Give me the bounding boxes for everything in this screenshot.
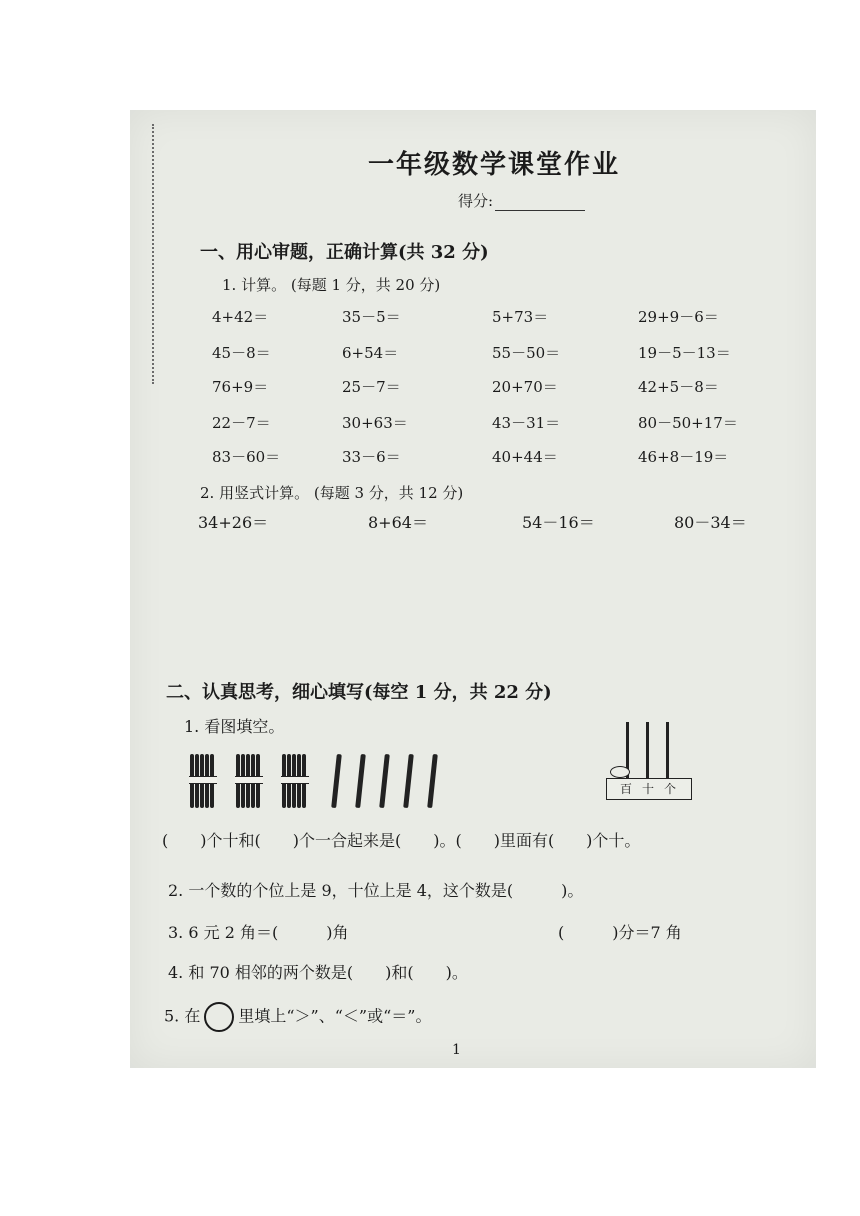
stick-bundle bbox=[282, 754, 308, 808]
circle-icon bbox=[204, 1002, 234, 1032]
abacus-rod-tens bbox=[646, 722, 649, 780]
calc-item: 30+63＝ bbox=[342, 414, 408, 432]
calc-item: 4+42＝ bbox=[212, 308, 269, 326]
single-stick bbox=[403, 754, 414, 808]
calc-item: 19－5－13＝ bbox=[638, 344, 731, 362]
vertical-calc-3: 54－16＝ bbox=[522, 513, 595, 532]
calc-item: 6+54＝ bbox=[342, 344, 399, 362]
worksheet-title: 一年级数学课堂作业 bbox=[368, 150, 621, 180]
single-stick bbox=[379, 754, 390, 808]
score-label: 得分: bbox=[458, 192, 494, 210]
q3-text-b: ( )分＝7 角 bbox=[558, 923, 682, 942]
vertical-calc-2: 8+64＝ bbox=[368, 513, 428, 532]
abacus-label-hundreds: 百 bbox=[620, 782, 633, 796]
calc-item: 25－7＝ bbox=[342, 378, 401, 396]
single-stick bbox=[355, 754, 366, 808]
score-field bbox=[458, 190, 585, 211]
calc-item: 35－5＝ bbox=[342, 308, 401, 326]
calc-item: 20+70＝ bbox=[492, 378, 558, 396]
section1-heading: 一、用心审题，正确计算(共 32 分) bbox=[200, 242, 489, 263]
abacus-figure bbox=[606, 722, 692, 802]
single-stick bbox=[331, 754, 342, 808]
calc-item: 42+5－8＝ bbox=[638, 378, 719, 396]
calc-item: 5+73＝ bbox=[492, 308, 549, 326]
abacus-label-tens: 十 bbox=[642, 782, 655, 796]
vertical-calc-1: 34+26＝ bbox=[198, 513, 269, 532]
calc-item: 80－50+17＝ bbox=[638, 414, 738, 432]
binding-margin-line bbox=[152, 124, 154, 384]
abacus-bead bbox=[610, 766, 630, 778]
page-number: 1 bbox=[452, 1042, 461, 1058]
calc-item: 40+44＝ bbox=[492, 448, 558, 466]
bundle-band bbox=[189, 776, 217, 784]
calc-item: 33－6＝ bbox=[342, 448, 401, 466]
part1-label: 1. 计算。 (每题 1 分，共 20 分) bbox=[222, 276, 441, 294]
q5-prefix: 5. 在 bbox=[164, 1006, 201, 1026]
q4-text: 4. 和 70 相邻的两个数是( )和( )。 bbox=[168, 963, 468, 982]
calc-item: 46+8－19＝ bbox=[638, 448, 729, 466]
q1-text: ( )个十和( )个一合起来是( )。( )里面有( )个十。 bbox=[162, 831, 641, 850]
calc-item: 55－50＝ bbox=[492, 344, 561, 362]
calc-item: 76+9＝ bbox=[212, 378, 269, 396]
stick-bundle bbox=[190, 754, 216, 808]
stick-bundle bbox=[236, 754, 262, 808]
abacus-rod-ones bbox=[666, 722, 669, 780]
calc-item: 22－7＝ bbox=[212, 414, 271, 432]
q2-text: 2. 一个数的个位上是 9，十位上是 4，这个数是( )。 bbox=[168, 881, 584, 900]
q5-text bbox=[164, 1002, 431, 1032]
calc-item: 83－60＝ bbox=[212, 448, 281, 466]
bundle-band bbox=[235, 776, 263, 784]
calc-item: 43－31＝ bbox=[492, 414, 561, 432]
bundle-band bbox=[281, 776, 309, 784]
vertical-calc-4: 80－34＝ bbox=[674, 513, 747, 532]
section2-heading: 二、认真思考，细心填写(每空 1 分，共 22 分) bbox=[166, 682, 552, 703]
abacus-label-ones: 个 bbox=[664, 782, 677, 796]
calc-item: 45－8＝ bbox=[212, 344, 271, 362]
calc-item: 29+9－6＝ bbox=[638, 308, 719, 326]
single-stick bbox=[427, 754, 438, 808]
q3-text-a: 3. 6 元 2 角＝( )角 bbox=[168, 923, 349, 942]
part2-label: 2. 用竖式计算。 (每题 3 分，共 12 分) bbox=[200, 484, 464, 502]
q5-suffix: 里填上“＞”、“＜”或“＝”。 bbox=[238, 1006, 432, 1026]
q1-label: 1. 看图填空。 bbox=[184, 717, 285, 736]
score-blank bbox=[495, 196, 585, 211]
worksheet-page bbox=[130, 110, 816, 1068]
